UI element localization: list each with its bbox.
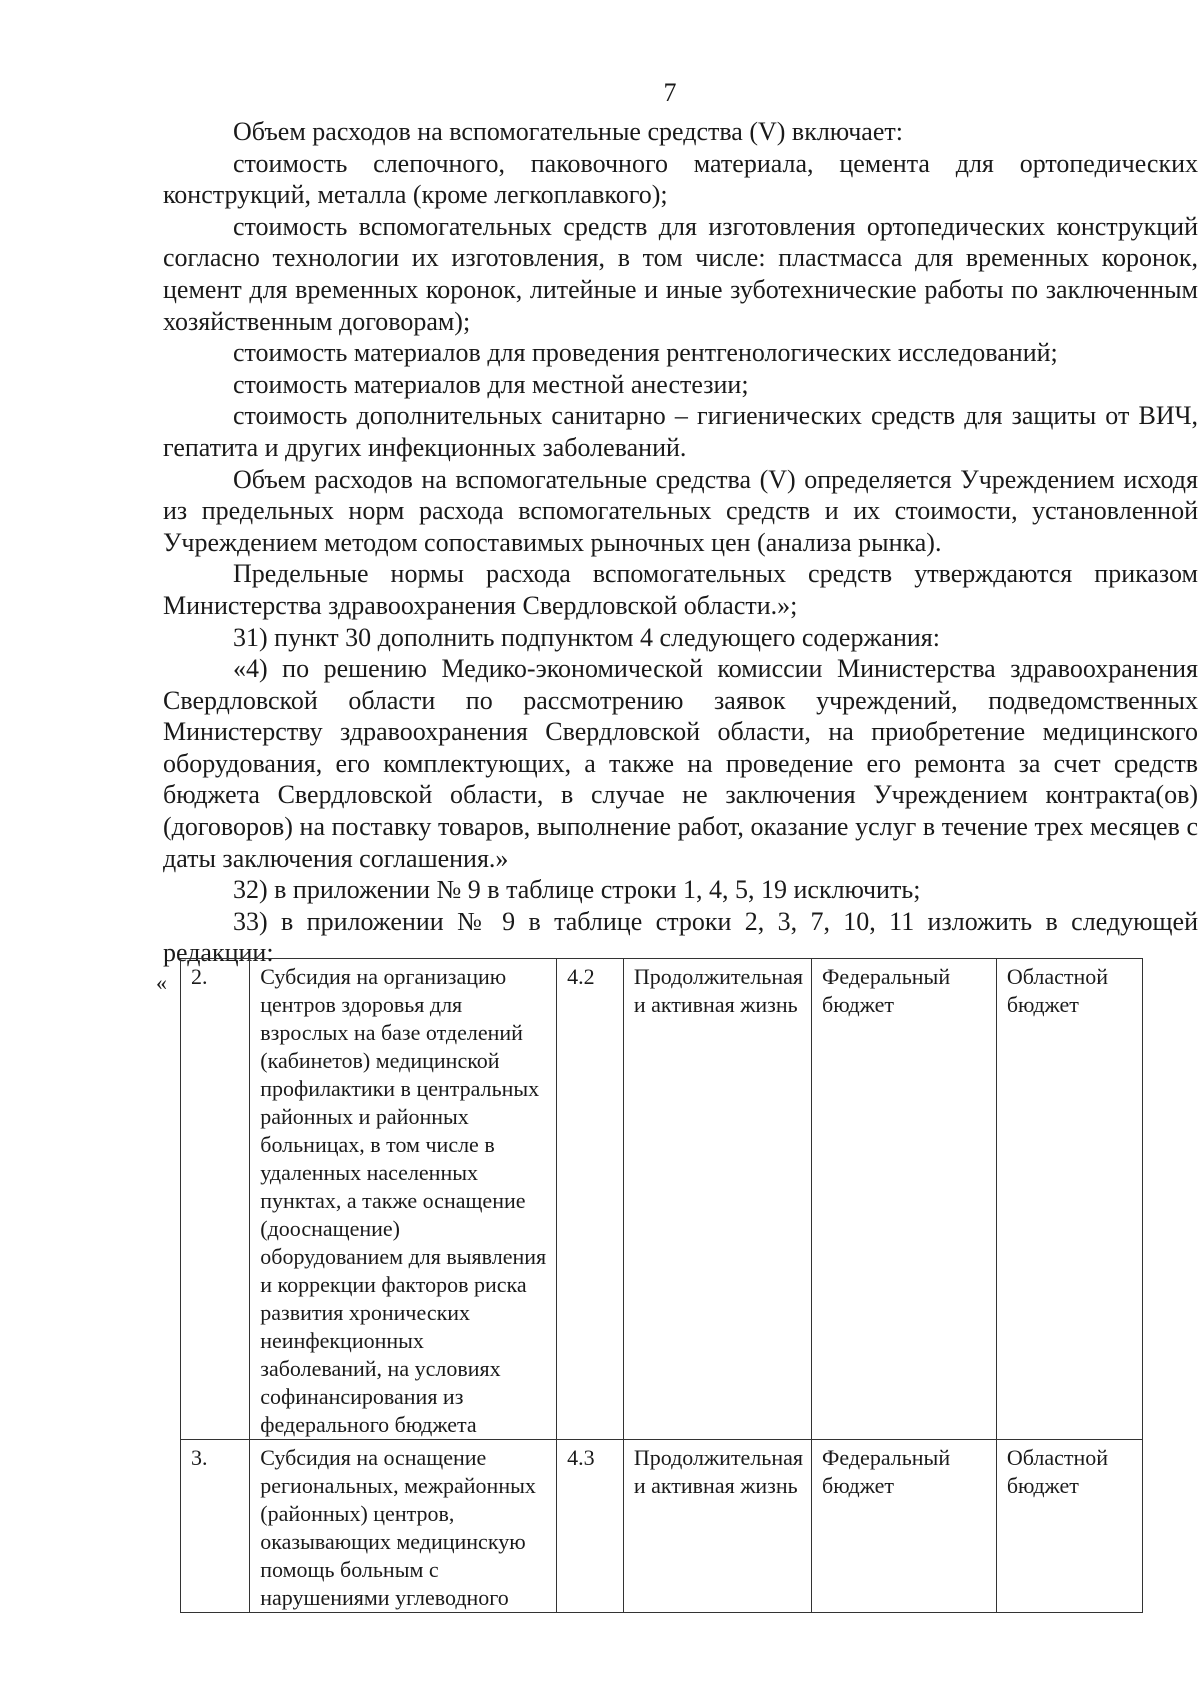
table-row xyxy=(181,1440,1143,1613)
regional-budget-cell: Областной бюджет xyxy=(996,1440,1142,1613)
document-body xyxy=(163,116,1198,969)
regional-budget-cell: Областной бюджет xyxy=(996,959,1142,1440)
paragraph: Объем расходов на вспомогательные средства (V) определяется Учреждением исходя из предельных норм расхода вспомогательных средств и их стоимости, установленной Учреждением методом сопоставимых рыночных цен (анализа рынка). xyxy=(163,464,1198,557)
paragraph: стоимость слепочного, паковочного материала, цемента для ортопедических конструкций, металла (кроме легкоплавкого); xyxy=(163,148,1198,210)
opening-quote-mark: « xyxy=(156,970,167,995)
subsidy-name-cell: Субсидия на оснащение региональных, межрайонных (районных) центров, оказывающих медицинскую помощь больным с нарушениями углеводного xyxy=(250,1440,557,1613)
federal-budget-cell: Федеральный бюджет xyxy=(812,1440,997,1613)
paragraph: 31) пункт 30 дополнить подпунктом 4 следующего содержания: xyxy=(233,622,940,652)
row-number-cell: 3. xyxy=(181,1440,250,1613)
paragraph: 33) в приложении № 9 в таблице строки 2, 3, 7, 10, 11 изложить в следующей редакции: xyxy=(163,906,1198,968)
item-code-cell: 4.2 xyxy=(557,959,624,1440)
paragraph: Объем расходов на вспомогательные средства (V) включает: xyxy=(233,117,903,146)
paragraph: «4) по решению Медико-экономической комиссии Министерства здравоохранения Свердловской области по рассмотрению заявок учреждений, подведомственных Министерству здравоохранения Свердловской области, на приобретение медицинского оборудования, его комплектующих, а также на проведение его ремонта за счет средств бюджета Свердловской области, в случае не заключения Учреждением контракта(ов) (договоров) на поставку товаров, выполнение работ, оказание услуг в течение трех месяцев с даты заключения соглашения.» xyxy=(163,654,1198,873)
row-number-cell: 2. xyxy=(181,959,250,1440)
paragraph: Предельные нормы расхода вспомогательных средств утверждаются приказом Министерства здравоохранения Свердловской области.»; xyxy=(163,559,1198,620)
project-cell: Продолжительная и активная жизнь xyxy=(623,1440,811,1613)
paragraph: стоимость дополнительных санитарно – гигиенических средств для защиты от ВИЧ, гепатита и других инфекционных заболеваний. xyxy=(163,401,1198,462)
page-number: 7 xyxy=(663,78,677,107)
federal-budget-cell: Федеральный бюджет xyxy=(812,959,997,1440)
paragraph: стоимость материалов для проведения рентгенологических исследований; xyxy=(233,338,1058,368)
project-cell: Продолжительная и активная жизнь xyxy=(623,959,811,1440)
paragraph: стоимость материалов для местной анестезии; xyxy=(233,369,749,399)
subsidy-name-cell: Субсидия на организацию центров здоровья для взрослых на базе отделений (кабинетов) медицинской профилактики в центральных районных и районных больницах, в том числе в удаленных населенных пунктах, а также оснащение (дооснащение) оборудованием для выявления и коррекции факторов риска развития хронических неинфекционных заболеваний, на условиях софинансирования из федерального бюджета xyxy=(250,959,557,1440)
table-row xyxy=(181,959,1143,1440)
paragraph: стоимость вспомогательных средств для изготовления ортопедических конструкций согласно технологии их изготовления, в том числе: пластмасса для временных коронок, цемент для временных коронок, литейные и иные зуботехнические работы по заключенным хозяйственным договорам); xyxy=(163,211,1198,336)
paragraph: 32) в приложении № 9 в таблице строки 1, 4, 5, 19 исключить; xyxy=(233,875,921,905)
subsidy-table xyxy=(180,958,1143,1613)
item-code-cell: 4.3 xyxy=(557,1440,624,1613)
